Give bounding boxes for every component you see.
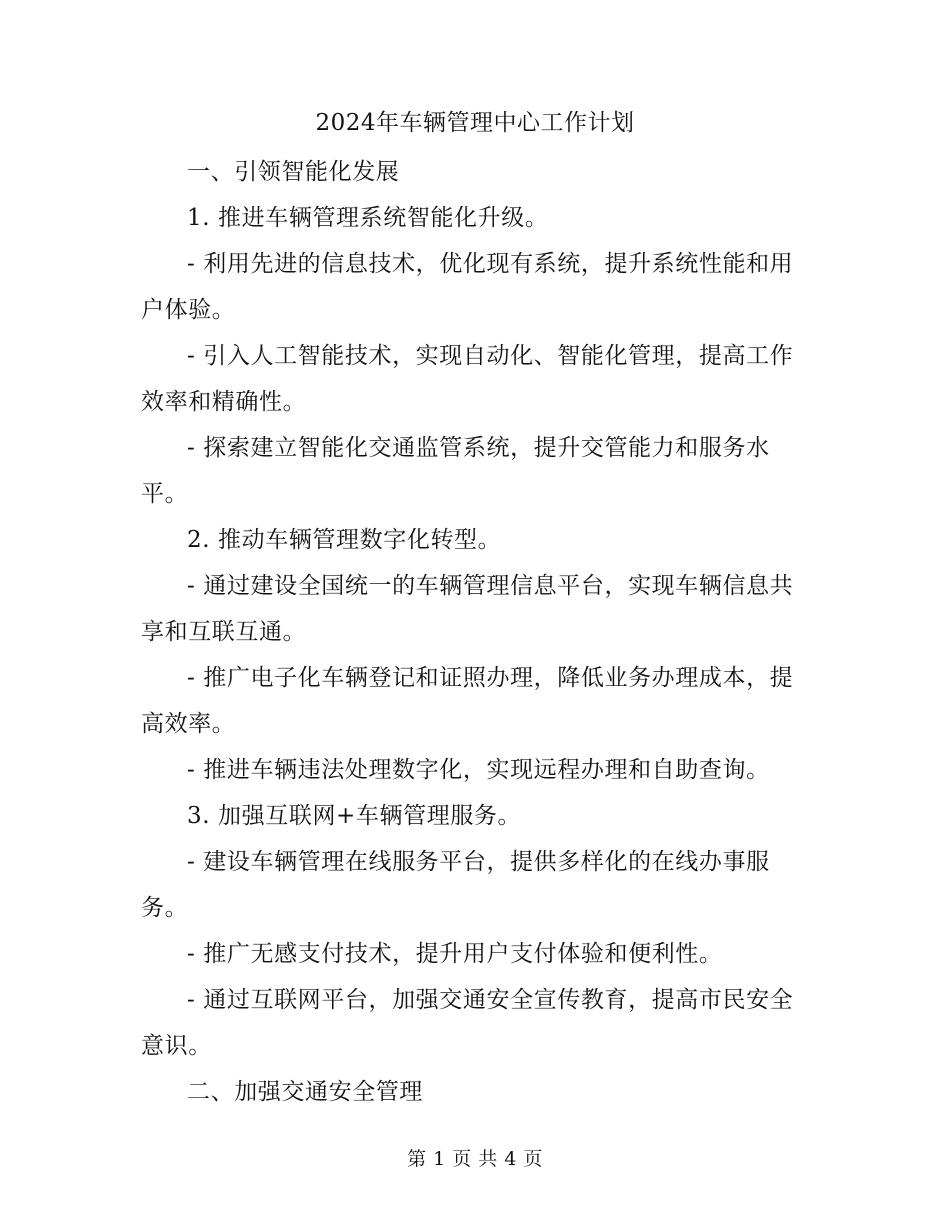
subsection-heading: 3. 加强互联网+车辆管理服务。 xyxy=(187,803,522,829)
bullet-item: - 推广电子化车辆登记和证照办理，降低业务办理成本，提高效率。 xyxy=(141,665,794,737)
bullet-item: - 引入人工智能技术，实现自动化、智能化管理，提高工作效率和精确性。 xyxy=(141,343,794,415)
bullet-item: - 利用先进的信息技术，优化现有系统，提升系统性能和用户体验。 xyxy=(141,251,794,323)
document-body xyxy=(141,149,801,1115)
bullet-item: - 通过建设全国统一的车辆管理信息平台，实现车辆信息共享和互联互通。 xyxy=(141,573,794,645)
section-heading: 二、加强交通安全管理 xyxy=(187,1079,423,1105)
bullet-item: - 推广无感支付技术，提升用户支付体验和便利性。 xyxy=(187,941,723,967)
subsection-heading: 2. 推动车辆管理数字化转型。 xyxy=(187,527,502,553)
page-footer: 第 1 页 共 4 页 xyxy=(407,1148,543,1170)
bullet-item: - 探索建立智能化交通监管系统，提升交管能力和服务水平。 xyxy=(141,435,770,507)
subsection-heading: 1. 推进车辆管理系统智能化升级。 xyxy=(187,205,549,231)
document-title: 2024年车辆管理中心工作计划 xyxy=(315,110,635,136)
section-heading: 一、引领智能化发展 xyxy=(187,159,400,185)
bullet-item: - 建设车辆管理在线服务平台，提供多样化的在线办事服务。 xyxy=(141,849,770,921)
bullet-item: - 通过互联网平台，加强交通安全宣传教育，提高市民安全意识。 xyxy=(141,987,794,1059)
bullet-item: - 推进车辆违法处理数字化，实现远程办理和自助查询。 xyxy=(187,757,770,783)
